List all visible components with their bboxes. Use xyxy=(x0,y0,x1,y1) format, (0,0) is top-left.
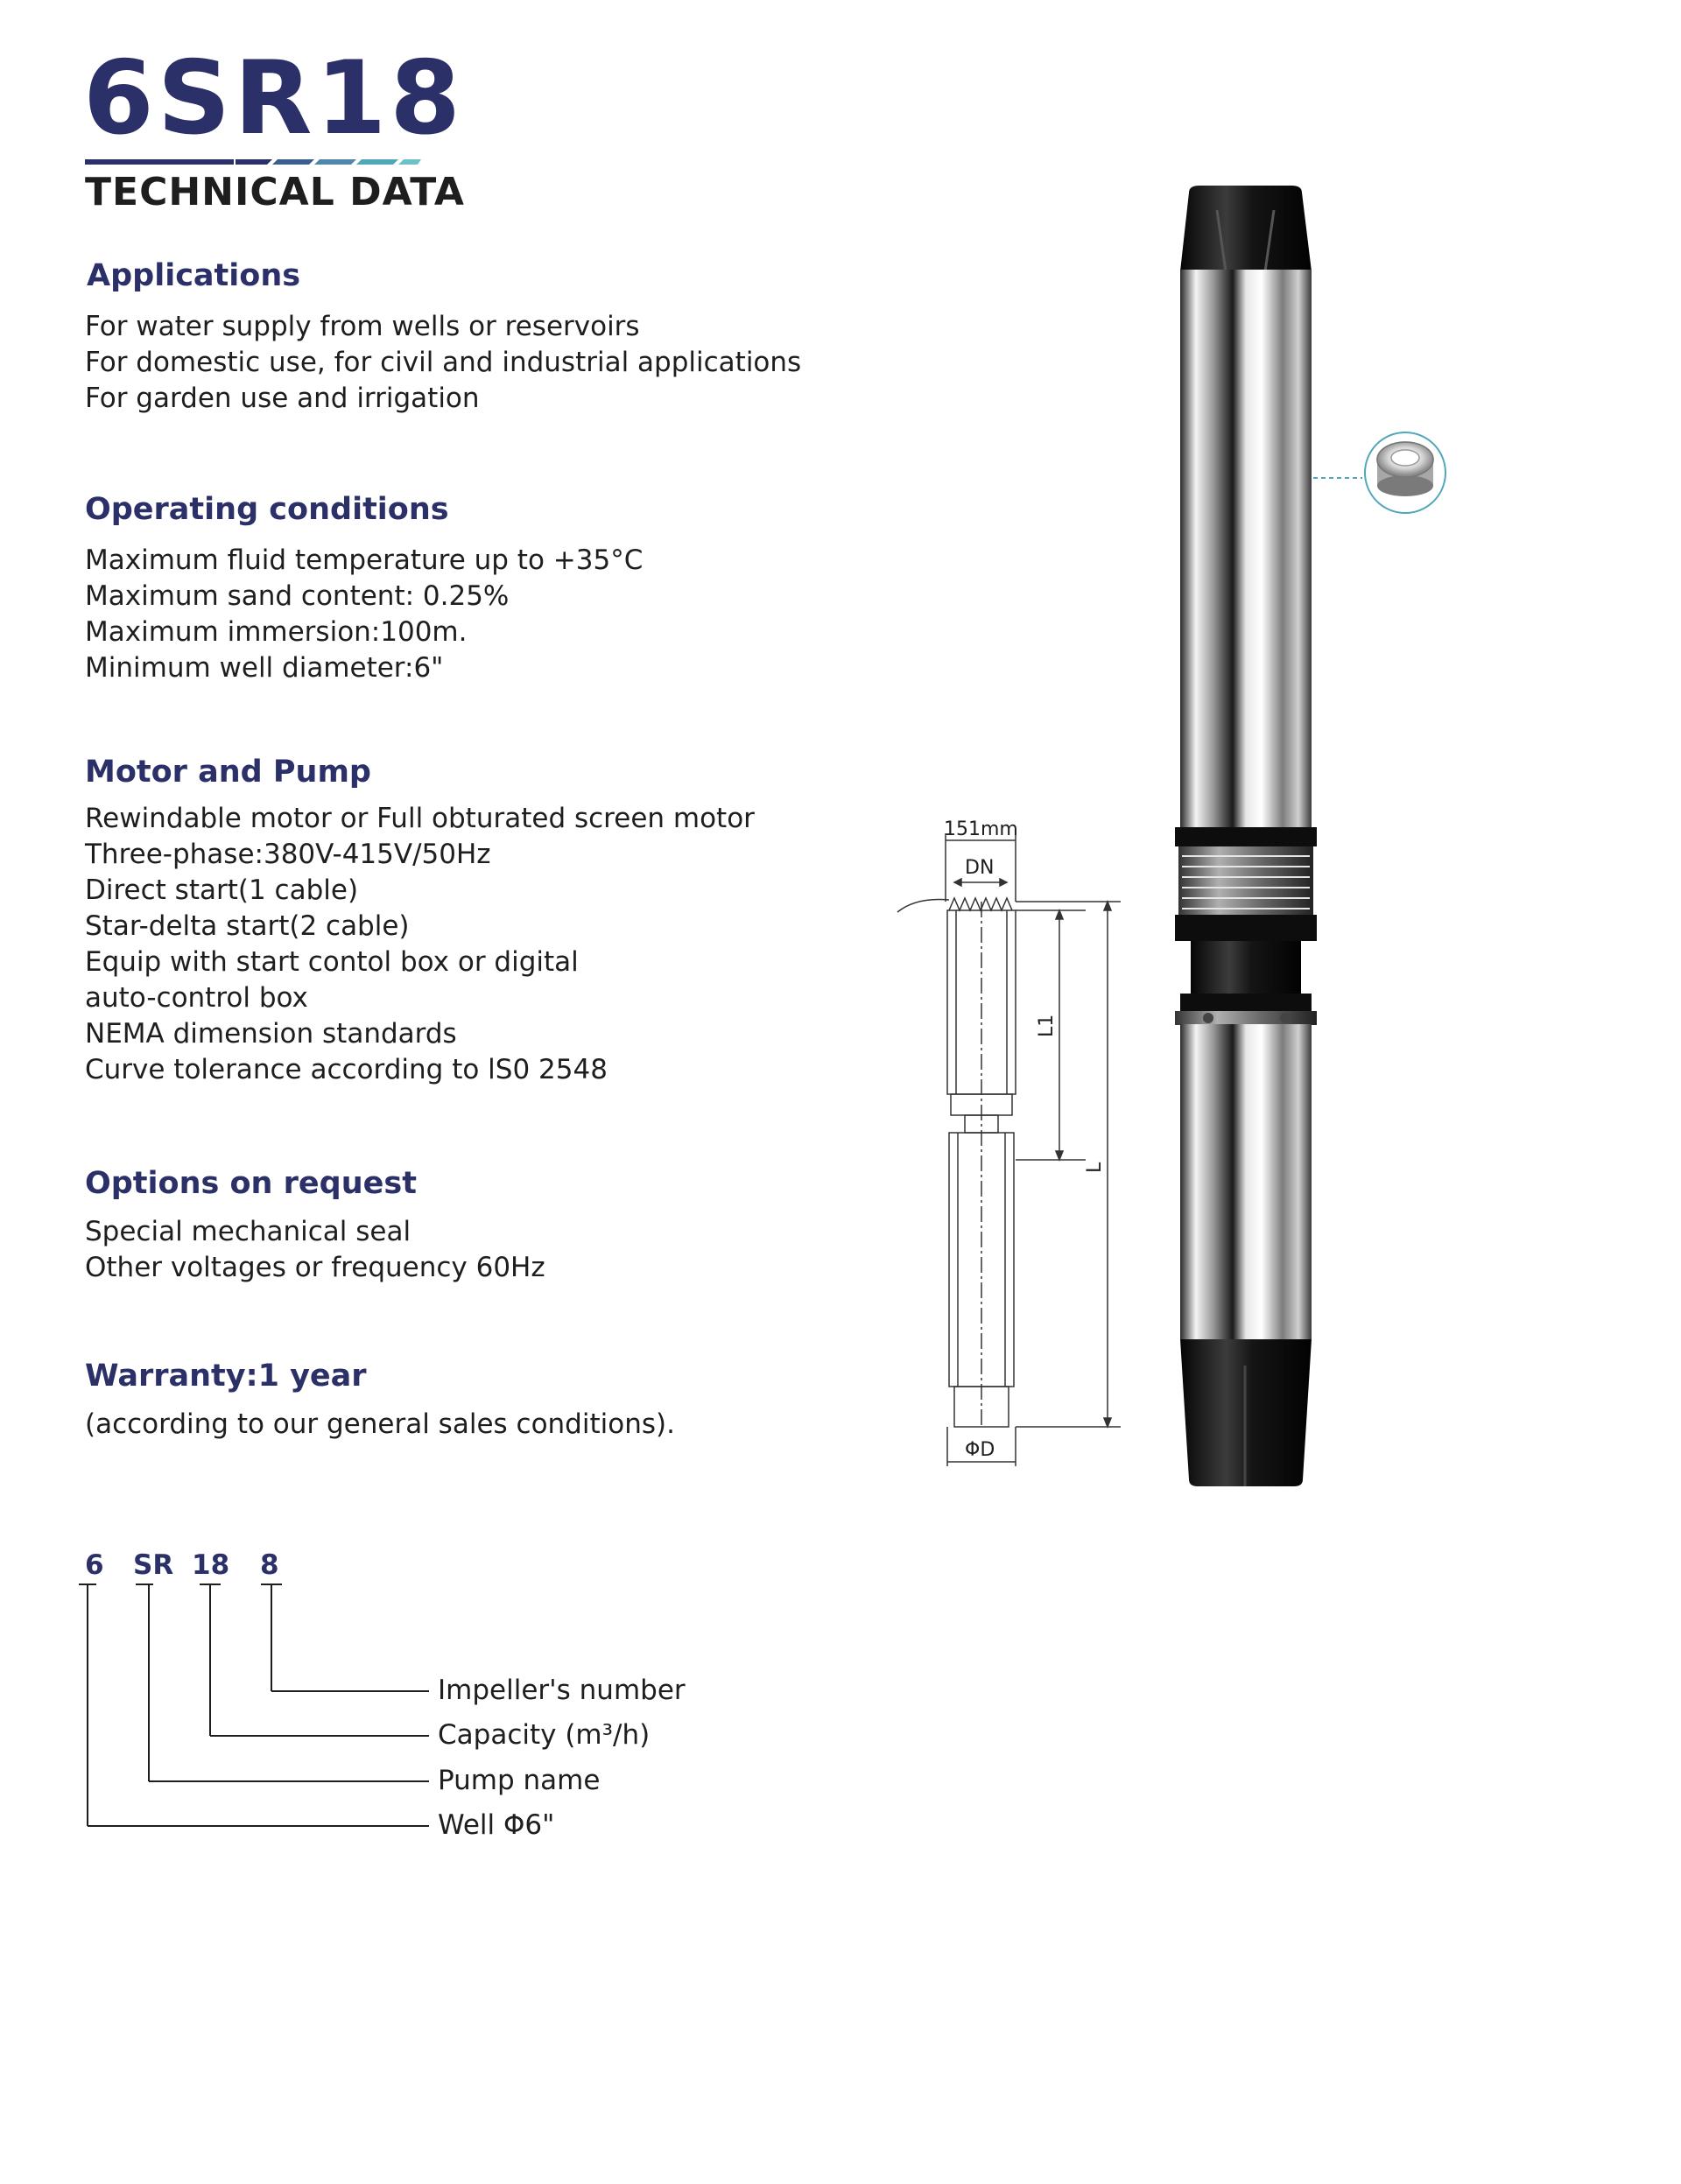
motor-line: Equip with start contol box or digital xyxy=(85,946,579,978)
dim-l1-label: L1 xyxy=(1036,1014,1058,1037)
applications-line: For garden use and irrigation xyxy=(85,383,480,414)
options-list xyxy=(85,1214,545,1286)
motor-line: Star-delta start(2 cable) xyxy=(85,910,410,942)
page-title: 6SR18 xyxy=(83,39,465,158)
pump-product-image xyxy=(1156,175,1515,1488)
options-line: Other voltages or frequency 60Hz xyxy=(85,1252,545,1283)
motor-line: NEMA dimension standards xyxy=(85,1018,457,1050)
warranty-line: (according to our general sales conditions). xyxy=(85,1408,675,1440)
legend-pump-name: Pump name xyxy=(438,1765,601,1796)
applications-heading: Applications xyxy=(87,258,301,293)
dim-width-label: 151mm xyxy=(944,818,1018,840)
operating-list xyxy=(85,543,643,686)
operating-line: Minimum well diameter:6" xyxy=(85,652,444,684)
code-segment-well: 6 xyxy=(85,1549,104,1581)
motor-line: Rewindable motor or Full obturated screen motor xyxy=(85,803,755,834)
motor-list xyxy=(85,801,755,1088)
code-segment-pump: SR xyxy=(133,1549,174,1581)
code-segment-capacity: 18 xyxy=(192,1549,230,1581)
motor-line: Curve tolerance according to lS0 2548 xyxy=(85,1054,608,1085)
motor-line: Direct start(1 cable) xyxy=(85,874,359,906)
page-subtitle: TECHNICAL DATA xyxy=(85,170,465,214)
code-segment-impellers: 8 xyxy=(260,1549,279,1581)
motor-line: Three-phase:380V-415V/50Hz xyxy=(85,839,491,870)
legend-impellers: Impeller's number xyxy=(438,1675,686,1706)
dim-l-label: L xyxy=(1084,1162,1106,1173)
warranty-list xyxy=(85,1407,675,1443)
dimension-drawing xyxy=(884,814,1147,1479)
model-code xyxy=(85,1549,313,1584)
operating-line: Maximum sand content: 0.25% xyxy=(85,580,510,612)
applications-line: For domestic use, for civil and industrial applications xyxy=(85,347,802,378)
motor-line: auto-control box xyxy=(85,982,308,1014)
applications-list xyxy=(85,309,801,417)
warranty-heading: Warranty:1 year xyxy=(85,1359,367,1394)
operating-heading: Operating conditions xyxy=(85,492,449,527)
legend-capacity: Capacity (m³/h) xyxy=(438,1719,651,1751)
dim-dn-label: DN xyxy=(965,857,995,879)
applications-line: For water supply from wells or reservoirs xyxy=(85,311,640,342)
dim-diameter-label: ΦD xyxy=(965,1439,995,1461)
legend-well: Well Φ6" xyxy=(438,1809,555,1841)
operating-line: Maximum immersion:100m. xyxy=(85,616,468,648)
operating-line: Maximum fluid temperature up to +35°C xyxy=(85,544,644,576)
options-line: Special mechanical seal xyxy=(85,1216,411,1247)
options-heading: Options on request xyxy=(85,1166,417,1201)
title-underline xyxy=(85,158,421,168)
motor-heading: Motor and Pump xyxy=(85,755,371,790)
model-code-leader-lines xyxy=(79,1583,447,1845)
